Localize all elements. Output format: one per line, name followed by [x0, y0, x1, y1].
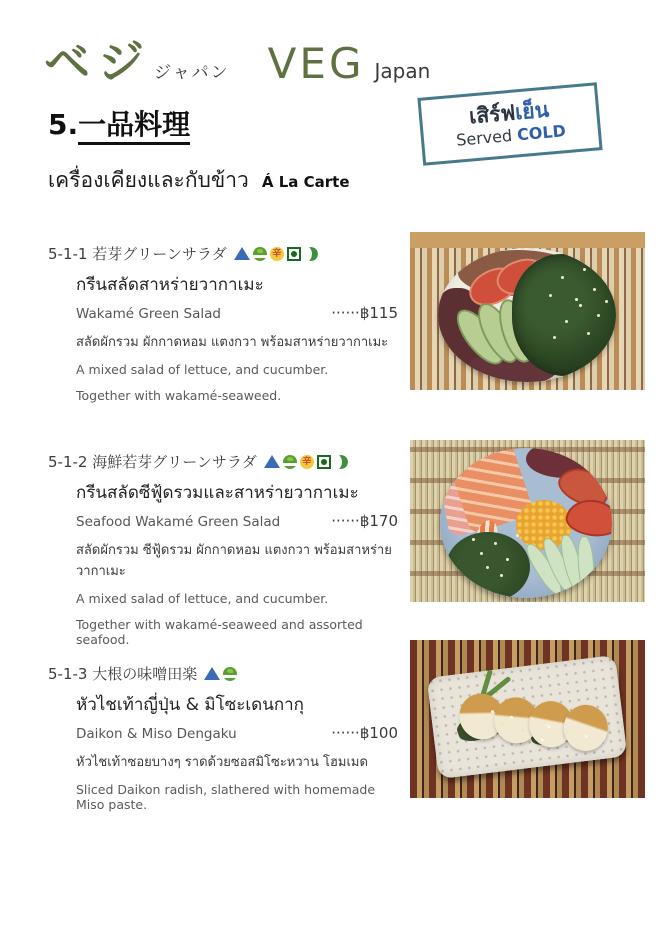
wakame-seaweed — [446, 532, 530, 598]
item-code-title: 5-1-3 大根の味噌田楽 — [48, 665, 198, 683]
item-code-title: 5-1-1 若芽グリーンサラダ — [48, 245, 227, 263]
section-subtitle — [48, 164, 350, 197]
item-dietary-icons — [231, 247, 318, 261]
logo-en-main: VEG — [267, 39, 365, 88]
crescent-icon — [304, 247, 318, 261]
item-desc-en-1: A mixed salad of lettuce, and cucumber. — [76, 362, 329, 377]
veg-mark-icon — [317, 455, 331, 469]
item-desc-thai: สลัดผักรวม ซีฟู้ดรวม ผักกาดหอม แตงกวา พร้อมสาหร่ายวากาเมะ — [76, 543, 392, 579]
vegan-badge-icon — [253, 247, 267, 261]
sesame-seeds — [480, 552, 483, 555]
logo-en-sub: Japan — [374, 59, 431, 83]
seafood-salad-photo — [410, 440, 645, 602]
logo-jp-sub: ジャパン — [154, 63, 230, 83]
item-desc-en-1: A mixed salad of lettuce, and cucumber. — [76, 591, 329, 606]
item-thai-name: หัวไชเท้าญี่ปุ่น & มิโซะเดนกากุ — [76, 695, 304, 715]
subtitle-en: Á La Carte — [261, 173, 350, 191]
item-code-title: 5-1-2 海鮮若芽グリーンサラダ — [48, 453, 257, 471]
item-desc-en-2: Together with wakamé-seaweed. — [76, 388, 282, 403]
menu-item-5-1-1 — [48, 243, 400, 414]
bamboo-mat — [410, 232, 645, 248]
subtitle-thai: เครื่องเคียงและกับข้าว — [48, 168, 249, 192]
section-number: 5. — [48, 108, 79, 141]
price-dots: ······ — [331, 304, 360, 322]
vegan-badge-icon — [283, 455, 297, 469]
badge-thai-normal: เสิร์ฟ — [468, 100, 517, 129]
yellow-badge-icon — [300, 455, 314, 469]
wakame-salad-photo — [410, 232, 645, 390]
item-price — [331, 724, 398, 742]
item-desc-en-1: Sliced Daikon radish, slathered with homemade Miso paste. — [76, 782, 376, 812]
tomato-wedge — [564, 496, 612, 539]
item-dietary-icons — [201, 667, 237, 681]
item-title — [48, 663, 400, 684]
blue-triangle-icon — [204, 667, 220, 680]
daikon-dengaku-photo — [410, 640, 645, 798]
item-desc-thai: สลัดผักรวม ผักกาดหอม แตงกวา พร้อมสาหร่ายวากาเมะ — [76, 335, 389, 350]
rectangular-plate — [426, 655, 627, 779]
item-en-name: Wakamé Green Salad — [76, 306, 221, 322]
logo-jp-main: ベジ — [44, 35, 152, 89]
price-value: ฿115 — [359, 304, 398, 322]
badge-thai-accent: เย็น — [514, 97, 550, 125]
wakame-seaweed — [512, 254, 616, 376]
item-en-name: Seafood Wakamé Green Salad — [76, 514, 281, 530]
item-desc-thai: หัวไชเท้าซอยบางๆ ราดด้วยซอสมิโซะหวาน โฮมเมด — [76, 755, 368, 770]
daikon-slice — [563, 705, 608, 752]
item-title — [48, 243, 400, 264]
price-value: ฿100 — [359, 724, 398, 742]
badge-en-accent: COLD — [516, 121, 567, 145]
menu-item-5-1-2 — [48, 451, 400, 658]
blue-triangle-icon — [264, 455, 280, 468]
menu-item-5-1-3 — [48, 663, 400, 823]
item-dietary-icons — [261, 455, 348, 469]
blue-triangle-icon — [234, 247, 250, 260]
item-desc-en-2: Together with wakamé-seaweed and assorted seafood. — [76, 617, 363, 647]
crescent-icon — [334, 455, 348, 469]
served-cold-badge — [417, 82, 602, 165]
price-dots: ······ — [331, 724, 360, 742]
item-thai-name: กรีนสลัดซีฟู้ดรวมและสาหร่ายวากาเมะ — [76, 483, 359, 503]
price-value: ฿170 — [359, 512, 398, 530]
vegan-badge-icon — [223, 667, 237, 681]
section-title — [48, 103, 190, 143]
item-price — [331, 304, 398, 322]
section-title-jp: 一品料理 — [78, 108, 190, 145]
brand-logo — [44, 26, 430, 92]
sesame-seeds — [575, 298, 578, 301]
item-en-name: Daikon & Miso Dengaku — [76, 726, 237, 742]
salad-bowl — [438, 248, 616, 382]
veg-mark-icon — [287, 247, 301, 261]
yellow-badge-icon — [270, 247, 284, 261]
badge-en-normal: Served — [455, 125, 518, 150]
item-thai-name: กรีนสลัดสาหร่ายวากาเมะ — [76, 275, 264, 295]
item-en-row — [76, 512, 398, 530]
item-title — [48, 451, 400, 472]
item-en-row — [76, 724, 398, 742]
salad-bowl — [440, 448, 612, 598]
item-price — [331, 512, 398, 530]
item-en-row — [76, 304, 398, 322]
price-dots: ······ — [331, 512, 360, 530]
